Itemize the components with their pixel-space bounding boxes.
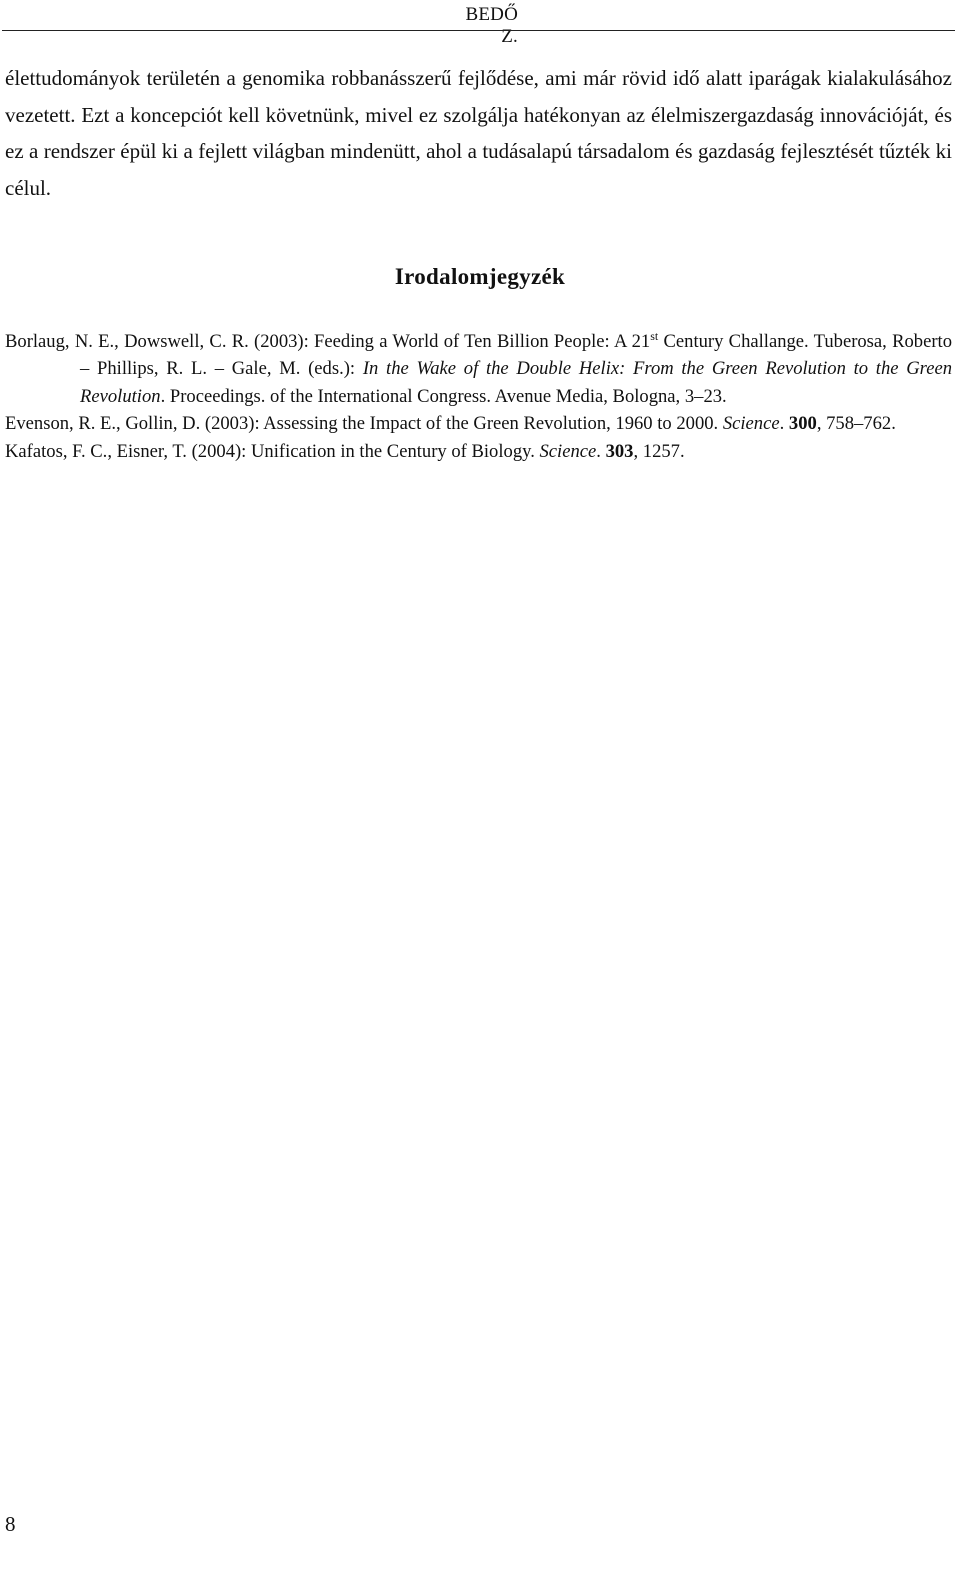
journal-name: Science bbox=[539, 440, 597, 462]
page-number: 8 bbox=[5, 1512, 16, 1536]
reference-pages: , 758–762. bbox=[816, 413, 896, 435]
journal-volume: 300 bbox=[788, 413, 817, 435]
reference-text: Century Challange. Tuberosa, Roberto – Phillips, R. L. – Gale, M. (eds.): bbox=[80, 331, 952, 380]
references-heading: Irodalomjegyzék bbox=[394, 264, 566, 289]
header-rule bbox=[2, 30, 955, 31]
journal-name: Science bbox=[722, 413, 780, 435]
reference-text: Evenson, R. E., Gollin, D. (2003): Assessing the Impact of the Green Revolution, 1960 to 2000. bbox=[5, 413, 723, 435]
body-paragraph: élettudományok területén a genomika robbanásszerű fejlődése, ami már rövid idő alatt iparágak kialakulásához vezetett. Ezt a koncepciót kell követnünk, mivel ez szolgálja hatékonyan az élelmiszergazdaság innovációját, és ez a rendszer épül ki a fejlett világban mindenütt, ahol a tudásalapú társadalom és gazdaság fejlesztését tűzték ki célul. bbox=[5, 66, 952, 200]
reference-text: . Proceedings. of the International Congress. Avenue Media, Bologna, 3–23. bbox=[160, 385, 727, 407]
reference-text: Borlaug, N. E., Dowswell, C. R. (2003): Feeding a World of Ten Billion People: A 21 bbox=[5, 331, 651, 352]
book-title: In the Wake of the Double Helix: From the Green Revolution to the Green Revolution bbox=[80, 358, 952, 407]
running-head-author: BEDŐ Z. bbox=[465, 4, 518, 47]
reference-separator: . bbox=[779, 413, 789, 435]
reference-list bbox=[5, 328, 952, 465]
reference-item-borlaug bbox=[5, 328, 952, 410]
reference-item-evenson bbox=[5, 410, 952, 437]
reference-separator: . bbox=[596, 440, 606, 462]
reference-text: Kafatos, F. C., Eisner, T. (2004): Unification in the Century of Biology. bbox=[5, 440, 540, 462]
reference-pages: , 1257. bbox=[633, 440, 685, 462]
reference-item-kafatos bbox=[5, 438, 952, 465]
running-head bbox=[448, 4, 960, 48]
journal-volume: 303 bbox=[605, 440, 634, 462]
ordinal-superscript: st bbox=[650, 329, 659, 343]
